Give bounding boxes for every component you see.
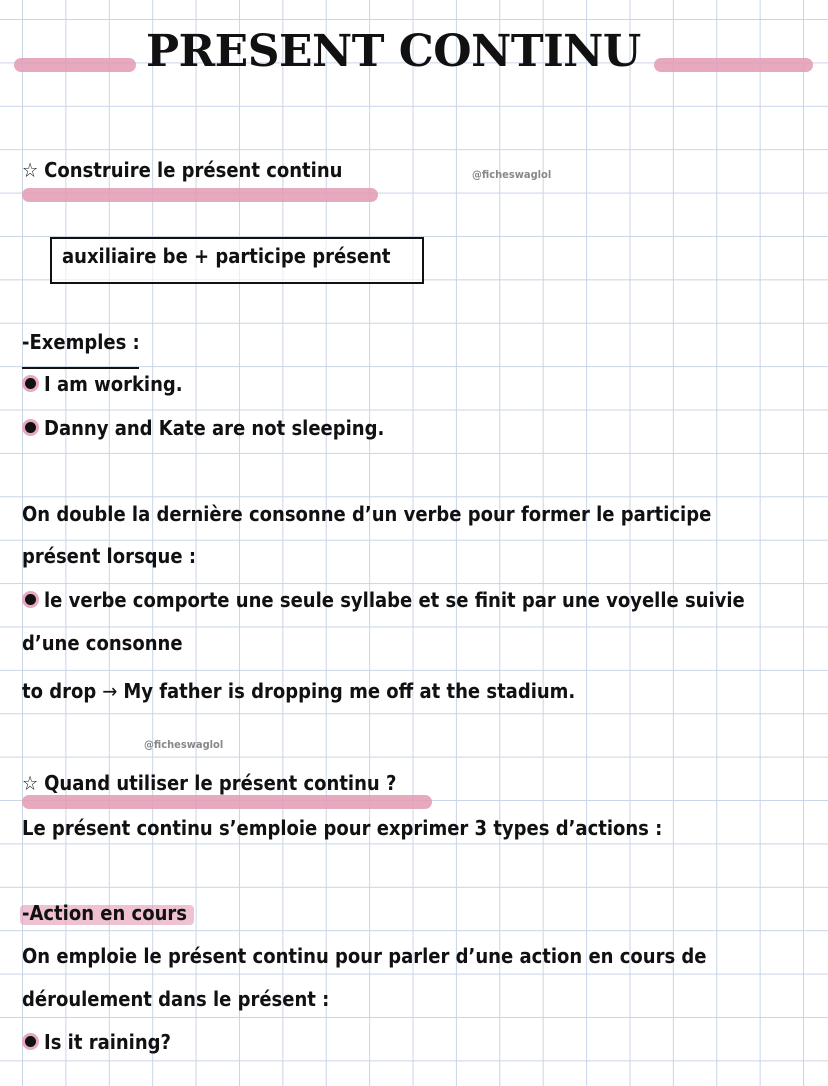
star-icon: ☆ bbox=[22, 771, 39, 795]
example-item-1 bbox=[22, 374, 183, 394]
examples-label: -Exemples : bbox=[22, 330, 140, 354]
examples-underline bbox=[22, 367, 139, 369]
watermark: @ficheswaglol bbox=[472, 168, 552, 181]
action-line-1: On emploie le présent continu pour parler d’une action en cours de bbox=[22, 944, 707, 968]
example-item-2 bbox=[22, 418, 384, 438]
section1-heading-text: Construire le présent continu bbox=[44, 158, 343, 182]
rule-bullet-text: le verbe comporte une seule syllabe et se finit par une voyelle suivie bbox=[44, 588, 745, 612]
section1-highlight bbox=[22, 188, 378, 202]
action-label: -Action en cours bbox=[22, 901, 187, 925]
rule-example bbox=[22, 681, 575, 701]
title-left-bar bbox=[14, 58, 136, 72]
arrow-right-icon: → bbox=[102, 679, 118, 703]
section2-heading-text: Quand utiliser le présent continu ? bbox=[44, 771, 397, 795]
page-title: PRESENT CONTINU bbox=[146, 26, 641, 77]
rule-line-2: présent lorsque : bbox=[22, 544, 197, 568]
section1-heading bbox=[22, 160, 342, 180]
rule-example-verb: to drop bbox=[22, 679, 97, 703]
rule-example-sentence: My father is dropping me off at the stadium. bbox=[123, 679, 576, 703]
bullet-icon bbox=[25, 422, 36, 433]
rule-bullet-line-1 bbox=[22, 590, 745, 610]
section2-heading bbox=[22, 773, 396, 793]
formula-text: auxiliaire be + participe présent bbox=[62, 244, 391, 268]
action-example bbox=[22, 1032, 171, 1052]
example-item-1-text: I am working. bbox=[44, 372, 183, 396]
section2-highlight bbox=[22, 795, 432, 809]
rule-bullet-line-2: d’une consonne bbox=[22, 631, 183, 655]
action-example-text: Is it raining? bbox=[44, 1030, 171, 1054]
watermark-2: @ficheswaglol bbox=[144, 738, 224, 751]
section2-intro: Le présent continu s’emploie pour exprimer 3 types d’actions : bbox=[22, 816, 663, 840]
bullet-icon bbox=[25, 378, 36, 389]
action-line-2: déroulement dans le présent : bbox=[22, 987, 330, 1011]
bullet-icon bbox=[25, 1036, 36, 1047]
star-icon: ☆ bbox=[22, 158, 39, 182]
bullet-icon bbox=[25, 594, 36, 605]
example-item-2-text: Danny and Kate are not sleeping. bbox=[44, 416, 385, 440]
rule-line-1: On double la dernière consonne d’un verbe pour former le participe bbox=[22, 502, 712, 526]
title-right-bar bbox=[654, 58, 813, 72]
